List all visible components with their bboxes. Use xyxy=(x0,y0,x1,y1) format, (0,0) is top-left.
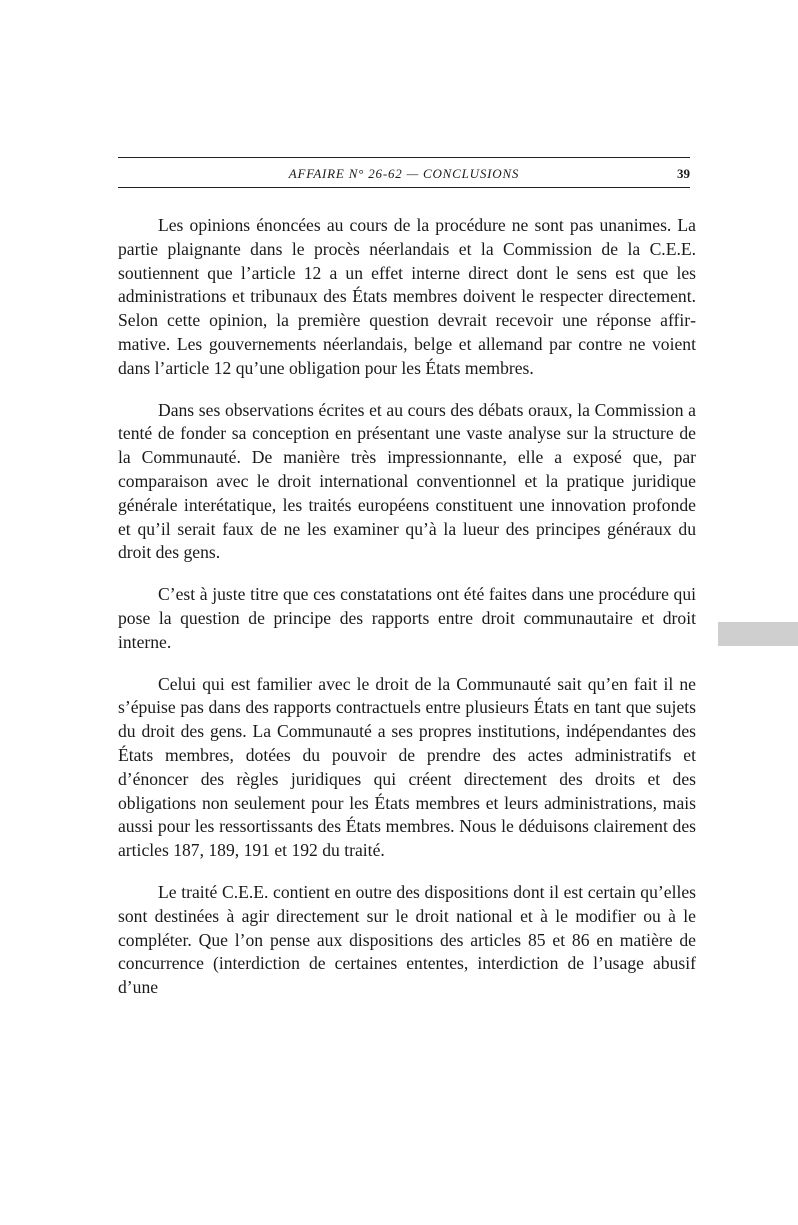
paragraph-3: C’est à juste titre que ces constatations ont été faites dans une procédure qui pose la question de principe des rapports entre droit communautaire et droit interne. xyxy=(118,584,696,652)
running-header xyxy=(118,164,690,184)
page-number: 39 xyxy=(677,166,690,181)
paragraph-4: Celui qui est familier avec le droit de la Communauté sait qu’en fait il ne s’épuise pas dans des rapports contractuels entre plusieurs États en tant que sujets du droit des gens. La Communauté a ses propres institutions, indépendantes des États membres, dotées du pouvoir de prendre des actes administratifs et d’énoncer des règles juridiques qui créent directement des droits et des obligations non seulement pour les États membres et leurs administrations, mais aussi pour les ressortissants des États membres. Nous le déduisons clairement des articles 187, 189, 191 et 192 du traité. xyxy=(118,673,696,861)
running-title: AFFAIRE N° 26-62 — CONCLUSIONS xyxy=(288,166,520,181)
paragraph-1: Les opinions énoncées au cours de la procédure ne sont pas unanimes. La partie plaignante dans le procès néerlandais et la Commission de la C.E.E. soutiennent que l’article 12 a un effet interne direct dont le sens est que les administrations et tribunaux des États membres doivent le respecter directement. Selon cette opinion, la première question devrait recevoir une réponse affirmative. Les gouvernements néerlandais, belge et allemand par contre ne voient dans l’article 12 qu’une obligation pour les États membres. xyxy=(118,215,696,378)
body-text xyxy=(118,214,696,1000)
header-rule-top xyxy=(118,157,690,158)
paragraph-2: Dans ses observations écrites et au cours des débats oraux, la Commission a tenté de fonder sa conception en présentant une vaste analyse sur la structure de la Communauté. De manière très impressionnante, elle a exposé que, par comparaison avec le droit international conventionnel et la pratique juridique générale interétatique, les traités européens constituent une innovation profonde et qu’il serait faux de ne les examiner qu’à la lueur des principes généraux du droit des gens. xyxy=(118,399,696,563)
margin-tab-marker xyxy=(718,622,798,646)
paragraph-5: Le traité C.E.E. contient en outre des dispositions dont il est certain qu’elles sont destinées à agir directement sur le droit national et à le modifier ou à le compléter. Que l’on pense aux dispositions des articles 85 et 86 en matière de concurrence (interdiction de certaines ententes, interdiction de l’usage abusif d’une xyxy=(118,881,696,998)
header-rule-bottom xyxy=(118,187,690,188)
